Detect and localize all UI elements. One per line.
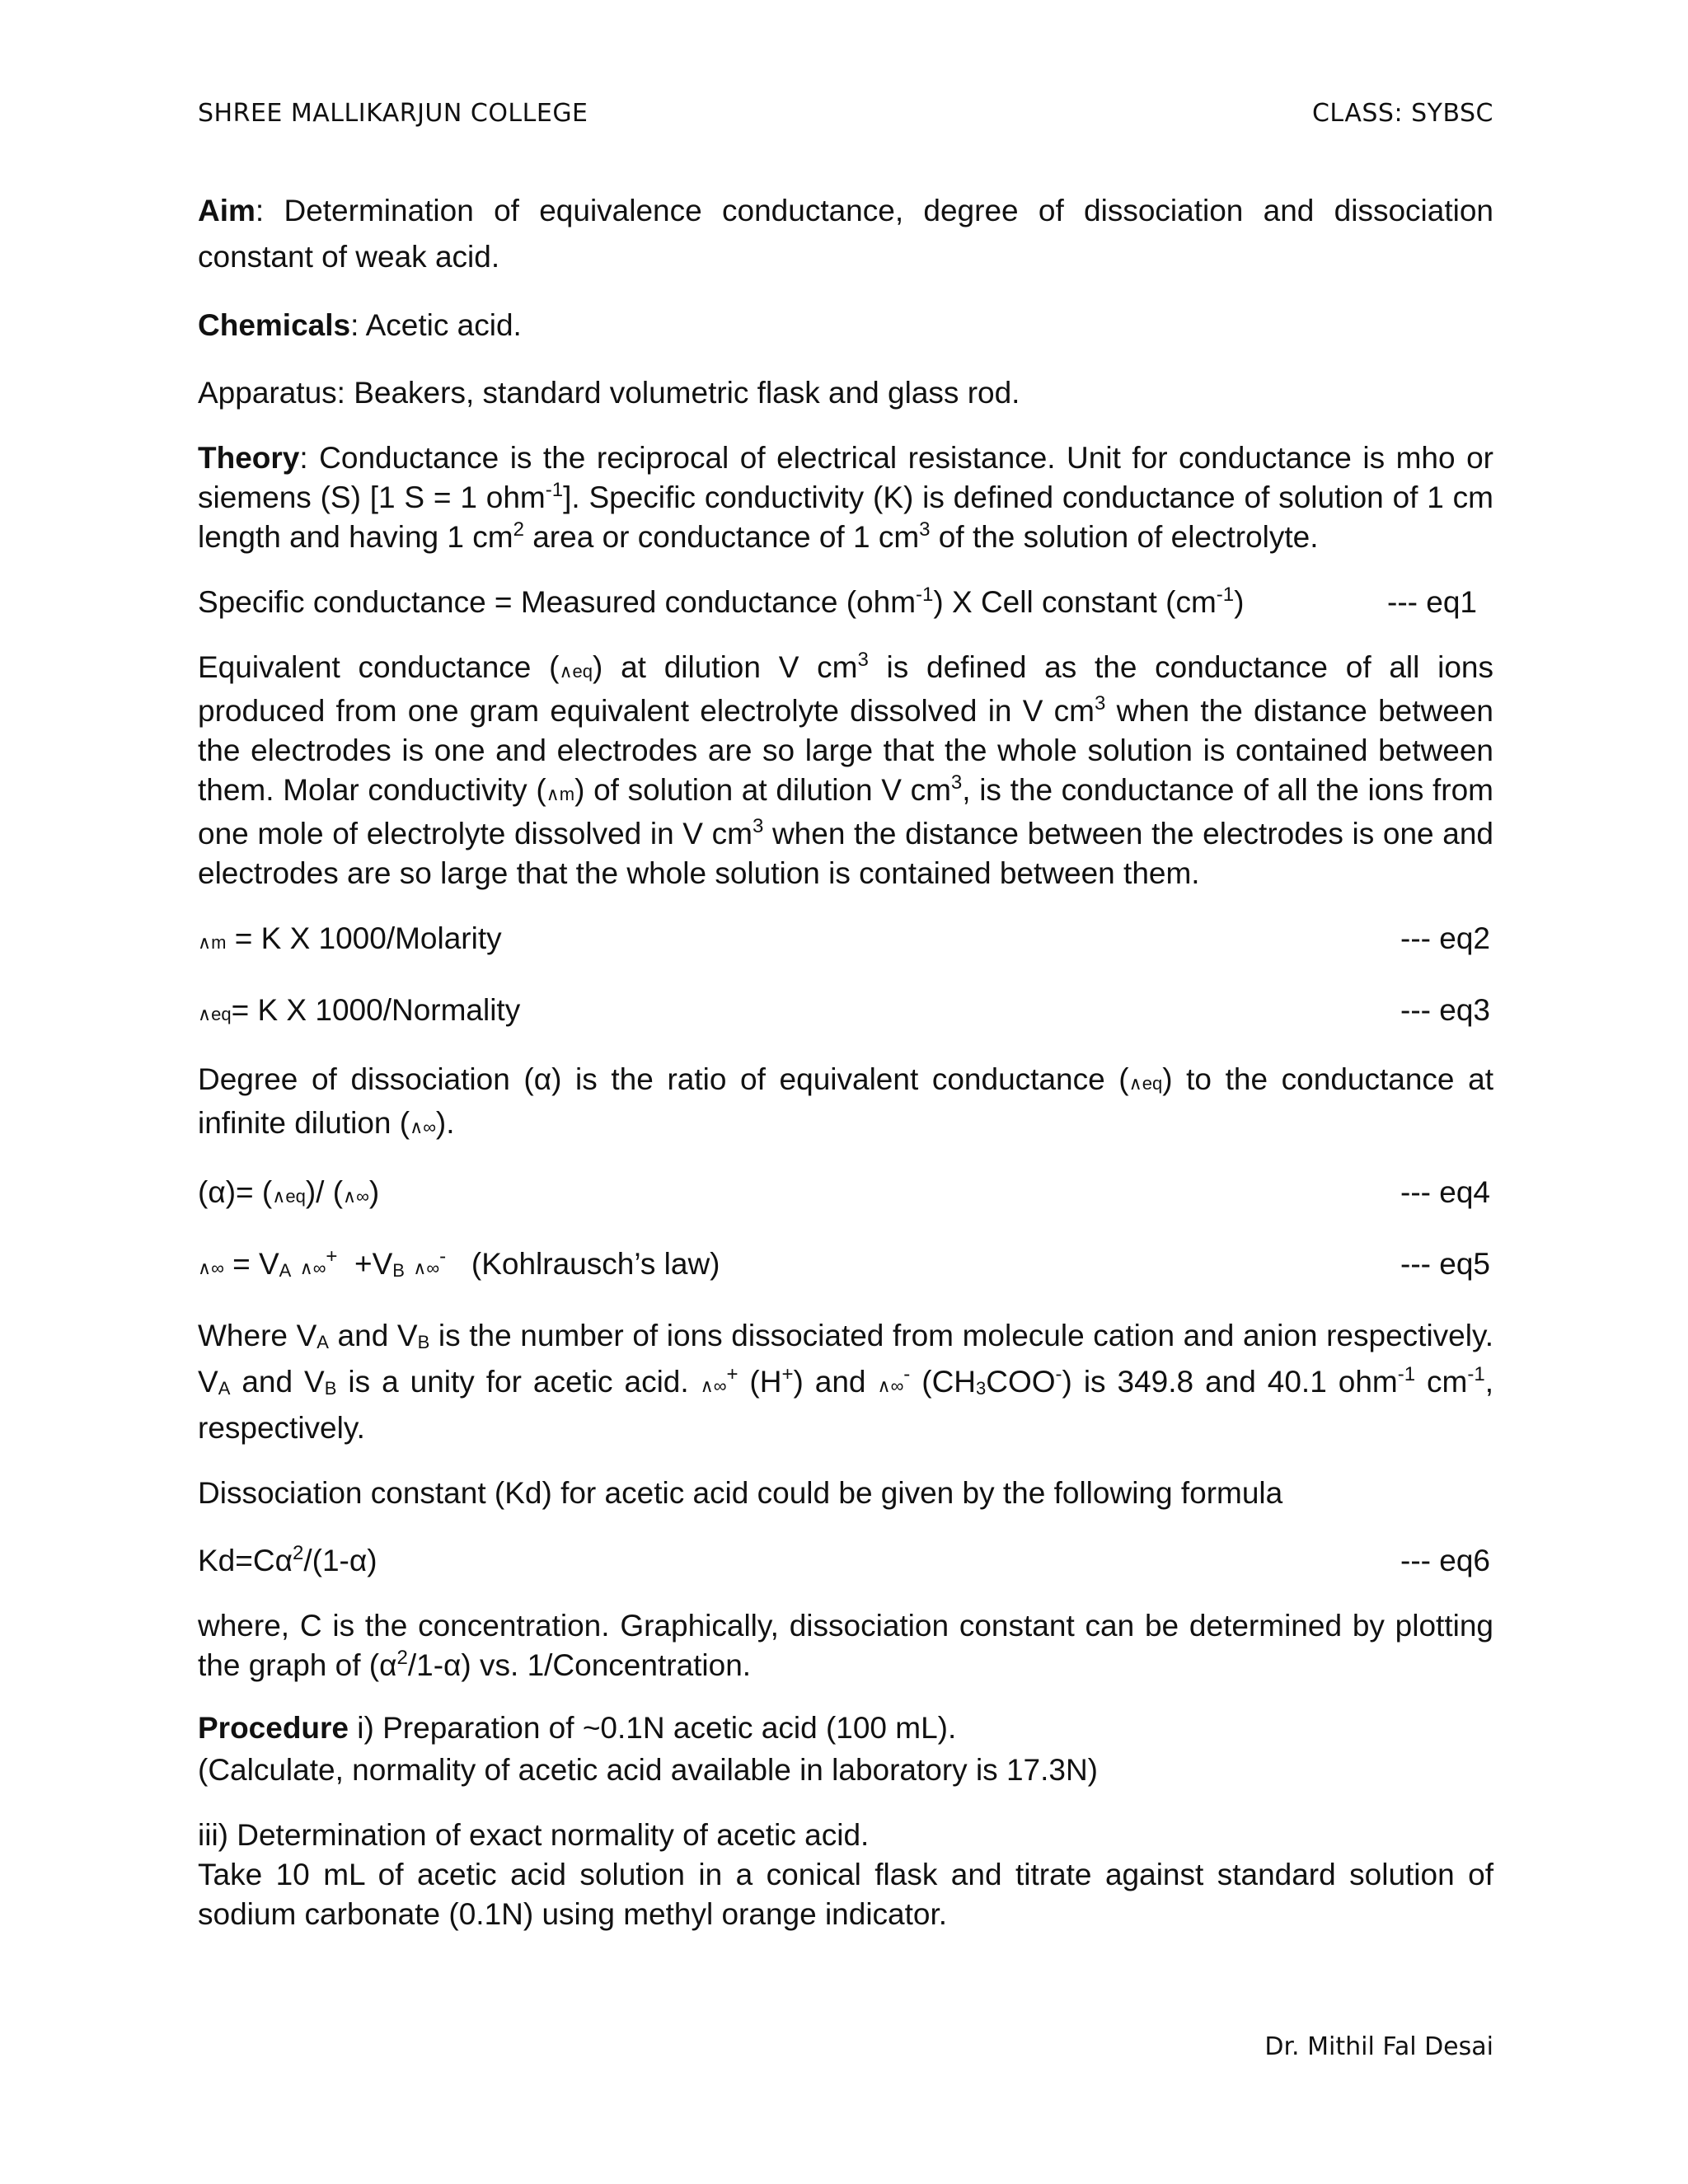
document-body [198, 188, 1493, 1957]
equation-1: Specific conductance = Measured conductance (ohm$^{-1}$) X Cell constant $(cm^{-1})$ --- eq1 [198, 580, 1493, 625]
equation-1-label: --- eq1 [1387, 585, 1477, 619]
equation-2-label: --- eq2 [1400, 921, 1490, 955]
header-class: CLASS: SYBSC [1311, 99, 1493, 128]
equation-6-label: --- eq6 [1400, 1544, 1490, 1577]
procedure-label: Procedure [198, 1711, 349, 1745]
theory-label: Theory [198, 441, 300, 475]
apparatus-paragraph: Apparatus: Beakers, standard volumetric flask and glass rod. [198, 376, 1020, 410]
theory-paragraph: Theory: Conductance is the reciprocal of electrical resistance. Unit for conductance is mho or siemens (S) [1 S = 1 ohm$^{-1}$]. Specific conductivity (K) is defined conductance of solution of 1 cm length and having 1 $cm^2$ area or conductance of 1 $cm^3$ of the solution of electrolyte. [198, 441, 1493, 554]
procedure-step-1: Procedure i) Preparation of ~0.1N acetic acid (100 mL). [198, 1711, 957, 1745]
equation-4-label: --- eq4 [1400, 1175, 1490, 1209]
procedure-step-3: iii) Determination of exact normality of acetic acid. [198, 1818, 870, 1852]
header-college: SHREE MALLIKARJUN COLLEGE [198, 99, 588, 128]
equation-4: (α)= (∧eq)/ (∧∞) --- eq4 [198, 1170, 1493, 1219]
graph-paragraph: where, C is the concentration. Graphically, dissociation constant can be determined by plotting the graph of $(\alpha^2/1-\alpha)$ vs. 1/Concentration. [198, 1609, 1493, 1682]
chemicals-paragraph: Chemicals: Acetic acid. [198, 308, 522, 342]
equivalent-conductance-paragraph: Equivalent conductance (∧eq) at dilution V $cm^3$ is defined as the conductance of all ions produced from one gram equivalent electrolyte dissolved in V $cm^3$ when the distance between the electrodes is one and electrodes are so large that the whole solution is contained between them. Molar conductivity (∧m) of solution at dilution V $cm^3$, is the conductance of all the ions from one mole of electrolyte dissolved in V $cm^3$ when the distance between the electrodes is one and electrodes are so large that the whole solution is contained between them. [198, 649, 1493, 890]
lambda-m-symbol: ∧m [546, 784, 575, 804]
lambda-eq-symbol: ∧eq [559, 661, 593, 682]
chemicals-label: Chemicals [198, 308, 351, 342]
procedure-note: (Calculate, normality of acetic acid available in laboratory is 17.3N) [198, 1753, 1099, 1787]
equation-5: ∧∞ = VA ∧∞+ +VB ∧∞- (Kohlrausch’s law) --- eq5 [198, 1242, 1493, 1293]
degree-of-dissociation-paragraph: Degree of dissociation (α) is the ratio of equivalent conductance (∧eq) to the conductance at infinite dilution (∧∞). [198, 1062, 1493, 1140]
equation-6: $Kd=C\alpha^2/(1-\alpha)$ --- eq6 [198, 1539, 1493, 1583]
aim-paragraph: Aim: Determination of equivalence conductance, degree of dissociation and dissociation constant of weak acid. [198, 194, 1493, 274]
equation-3: ∧eq= K X 1000/Normality --- eq3 [198, 988, 1493, 1037]
equation-3-label: --- eq3 [1400, 993, 1490, 1027]
aim-label: Aim [198, 194, 256, 227]
procedure-step-3-detail: Take 10 mL of acetic acid solution in a conical flask and titrate against standard solution of sodium carbonate (0.1N) using methyl orange indicator. [198, 1858, 1493, 1931]
footer-author: Dr. Mithil Fal Desai [1264, 2032, 1493, 2061]
equation-5-label: --- eq5 [1400, 1247, 1490, 1281]
dissociation-constant-paragraph: Dissociation constant (Kd) for acetic acid could be given by the following formula [198, 1476, 1283, 1510]
where-paragraph: Where VA and VB is the number of ions dissociated from molecule cation and anion respectively. VA and VB is a unity for acetic acid. ∧∞+ (H+) and ∧∞- (CH3COO-) is 349.8 and 40.1 ohm$^{-1}$ $cm^{-1}$, respectively. [198, 1319, 1493, 1445]
equation-2: ∧m = K X 1000/Molarity --- eq2 [198, 916, 1493, 965]
